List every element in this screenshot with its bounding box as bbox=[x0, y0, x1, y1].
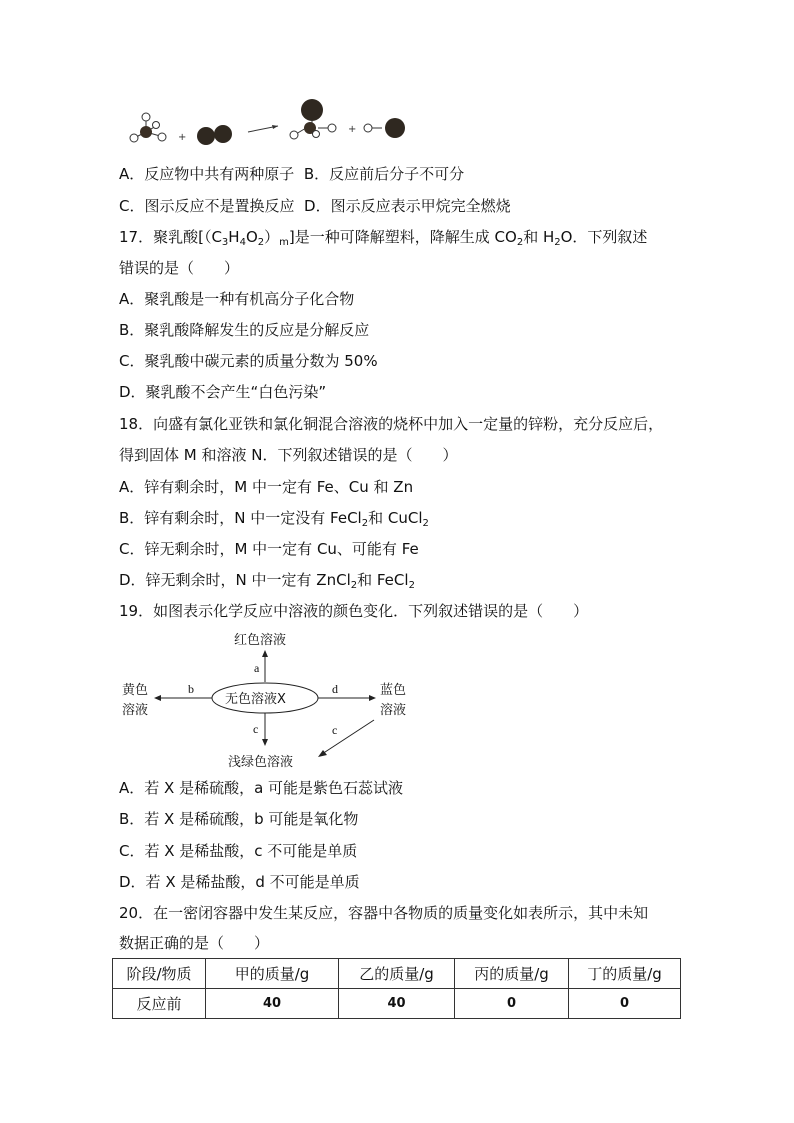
q17-text: O．下列叙述 bbox=[560, 228, 648, 246]
diagram-label-a: a bbox=[254, 661, 260, 675]
table-cell: 0 bbox=[455, 989, 569, 1019]
reaction-molecule-diagram bbox=[120, 98, 420, 148]
table-header-row bbox=[113, 959, 681, 989]
table-row bbox=[113, 989, 681, 1019]
q18-option-d bbox=[119, 570, 415, 590]
diagram-top-label: 红色溶液 bbox=[234, 633, 287, 648]
table-header-cell: 阶段/物质 bbox=[113, 959, 206, 989]
table-header-cell: 丙的质量/g bbox=[455, 959, 569, 989]
table-header-cell: 乙的质量/g bbox=[339, 959, 455, 989]
q19-option-d: D．若 X 是稀盐酸，d 不可能是单质 bbox=[119, 873, 360, 891]
q17-sub: 2 bbox=[257, 237, 265, 248]
diagram-left-label-1: 黄色 bbox=[122, 683, 149, 698]
q17-option-d: D．聚乳酸不会产生“白色污染” bbox=[119, 383, 327, 401]
oxygen-molecule bbox=[197, 125, 232, 145]
q17-stem-text: 17．聚乳酸[（C bbox=[119, 228, 222, 246]
svg-text:+: + bbox=[348, 124, 357, 135]
q18-stem-line1: 18．向盛有氯化亚铁和氯化铜混合溶液的烧杯中加入一定量的锌粉，充分反应后， bbox=[119, 415, 664, 433]
q18-text: 和 CuCl bbox=[368, 509, 423, 527]
q18-option-c: C．锌无剩余时，M 中一定有 Cu、可能有 Fe bbox=[119, 540, 419, 558]
table-header-cell: 甲的质量/g bbox=[206, 959, 339, 989]
q20-stem-line2: 数据正确的是（ ） bbox=[119, 934, 270, 952]
diagram-bottom-label: 浅绿色溶液 bbox=[228, 755, 294, 770]
diagram-center-label: 无色溶液X bbox=[225, 692, 286, 707]
q18-option-b bbox=[119, 508, 429, 528]
diagram-label-c-down: c bbox=[253, 722, 259, 736]
q19-stem: 19．如图表示化学反应中溶液的颜色变化．下列叙述错误的是（ ） bbox=[119, 602, 589, 620]
q18-sub: 2 bbox=[422, 518, 429, 529]
q16-options-row2 bbox=[119, 196, 511, 216]
q17-option-c: C．聚乳酸中碳元素的质量分数为 50% bbox=[119, 352, 378, 370]
table-header-cell: 丁的质量/g bbox=[569, 959, 681, 989]
diagram-right-label-1: 蓝色 bbox=[380, 683, 407, 698]
q17-text: 和 H bbox=[523, 228, 555, 246]
q18-text: 和 FeCl bbox=[357, 571, 409, 589]
q17-option-a: A．聚乳酸是一种有机高分子化合物 bbox=[119, 290, 355, 308]
methane-molecule bbox=[130, 113, 166, 142]
q18-stem-line2: 得到固体 M 和溶液 N．下列叙述错误的是（ ） bbox=[119, 446, 458, 464]
q20-stem-line1: 20．在一密闭容器中发生某反应，容器中各物质的质量变化如表所示，其中未知 bbox=[119, 904, 649, 922]
diagram-right-label-2: 溶液 bbox=[380, 703, 407, 718]
q17-text: ） bbox=[264, 228, 280, 246]
q17-sub: 3 bbox=[221, 237, 229, 248]
q20-mass-table bbox=[112, 958, 681, 1019]
q17-sub: 2 bbox=[554, 237, 561, 248]
q17-sub: 2 bbox=[516, 237, 524, 248]
q17-sub: m bbox=[279, 237, 289, 248]
product-molecule bbox=[290, 99, 336, 139]
hydrogen-chloride-like-molecule bbox=[364, 118, 405, 138]
q17-text: H bbox=[228, 228, 240, 246]
q19-option-c: C．若 X 是稀盐酸，c 不可能是单质 bbox=[119, 842, 358, 860]
q19-option-b: B．若 X 是稀硫酸，b 可能是氧化物 bbox=[119, 810, 359, 828]
q18-sub: 2 bbox=[361, 518, 369, 529]
table-cell: 40 bbox=[339, 989, 455, 1019]
table-cell: 40 bbox=[206, 989, 339, 1019]
table-cell: 0 bbox=[569, 989, 681, 1019]
q16-option-d: D．图示反应表示甲烷完全燃烧 bbox=[304, 197, 511, 215]
q18-option-a: A．锌有剩余时，M 中一定有 Fe、Cu 和 Zn bbox=[119, 478, 414, 496]
q16-option-a: A．反应物中共有两种原子 bbox=[119, 165, 295, 183]
q18-text: D．锌无剩余时，N 中一定有 ZnCl bbox=[119, 571, 351, 589]
diagram-label-d: d bbox=[332, 682, 338, 696]
q18-sub: 2 bbox=[408, 580, 415, 591]
q16-option-b: B．反应前后分子不可分 bbox=[303, 165, 465, 183]
q17-stem-line1 bbox=[119, 227, 647, 247]
diagram-left-label-2: 溶液 bbox=[122, 703, 149, 718]
table-cell: 反应前 bbox=[113, 989, 206, 1019]
q17-stem-line2: 错误的是（ ） bbox=[119, 259, 240, 277]
q17-text: ]是一种可降解塑料，降解生成 CO bbox=[288, 228, 517, 246]
q18-text: B．锌有剩余时，N 中一定没有 FeCl bbox=[119, 509, 362, 527]
q16-option-c: C．图示反应不是置换反应 bbox=[119, 197, 295, 215]
diagram-label-b: b bbox=[188, 682, 194, 696]
q16-options-row1 bbox=[119, 164, 464, 184]
q19-option-a: A．若 X 是稀硫酸，a 可能是紫色石蕊试液 bbox=[119, 779, 404, 797]
q17-option-b: B．聚乳酸降解发生的反应是分解反应 bbox=[119, 321, 370, 339]
color-change-diagram bbox=[112, 626, 422, 774]
diagram-label-c-diag: c bbox=[332, 723, 338, 737]
svg-text:+: + bbox=[178, 132, 187, 143]
q17-sub: 4 bbox=[239, 237, 246, 248]
q17-text: O bbox=[245, 228, 258, 246]
q18-sub: 2 bbox=[350, 580, 358, 591]
